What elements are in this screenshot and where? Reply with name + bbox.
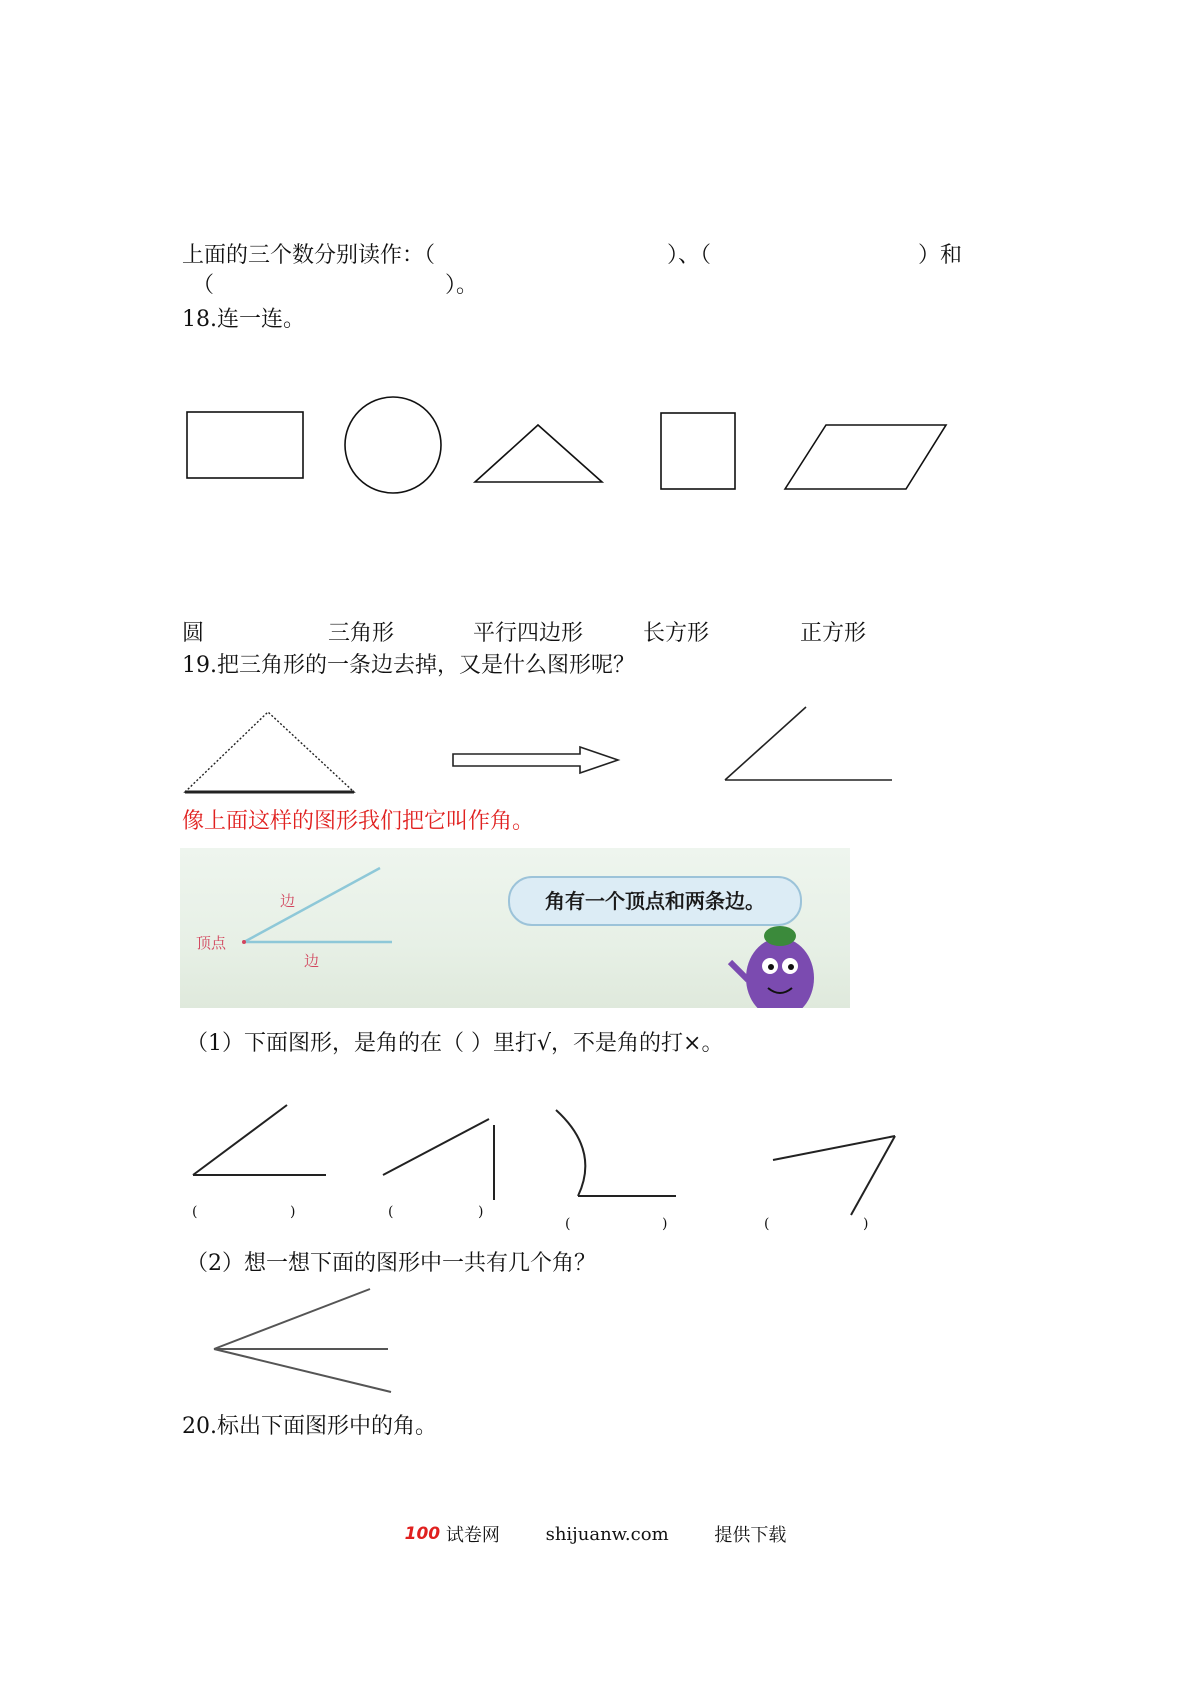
side-label-top: 边 [280,892,296,910]
parallelogram-shape [785,425,946,489]
figure-3 [556,1110,676,1196]
label-triangle: 三角形 [328,621,395,646]
eggplant-mascot-icon [720,916,840,1008]
paren-3-open: ( [565,1216,571,1232]
q19-triangle-to-angle [0,700,1191,800]
paren-2-close: ) [478,1204,484,1220]
site-tagline: 提供下载 [714,1525,787,1546]
q18-title: 18.连一连。 [182,307,305,332]
q19-part2-figure [0,1284,1191,1404]
q20-title: 20.标出下面图形中的角。 [182,1414,437,1439]
speech-bubble: 角有一个顶点和两条边。 [508,876,802,926]
paren-1-open: ( [192,1204,198,1220]
q17-line-2b [445,272,478,300]
q19-part1: （1）下面图形，是角的在（ ）里打√，不是角的打×。 [186,1031,724,1056]
q18-shapes [0,390,1191,510]
q17-line-1 [182,242,435,270]
angle-banner [180,848,850,1008]
q19-red-note: 像上面这样的图形我们把它叫作角。 [182,809,535,834]
q17-text-d: （ [192,273,215,298]
paren-3-close: ) [662,1216,668,1232]
q19-title: 19.把三角形的一条边去掉，又是什么图形呢？ [182,653,635,678]
figure-2 [383,1119,494,1200]
label-circle: 圆 [182,621,205,646]
rectangle-shape [187,412,303,478]
label-square: 正方形 [800,621,867,646]
square-shape [661,413,735,489]
label-parallelogram: 平行四边形 [473,621,584,646]
q17-line-1b [667,242,711,270]
q17-text-c: ）和 [918,243,963,268]
page-footer [0,1521,1191,1547]
site-name: 试卷网 [445,1525,500,1546]
q19-part1-figures [0,1100,1191,1240]
paren-2-open: ( [388,1204,394,1220]
q19-part2: （2）想一想下面的图形中一共有几个角？ [186,1251,596,1276]
angle-side-upper [725,707,806,780]
q17-text-e: ）。 [445,273,479,298]
circle-shape [345,397,441,493]
figure-4 [773,1136,895,1215]
q17-line-2a [192,272,214,300]
vertex-label: 顶点 [196,934,227,952]
q17-text-a: 上面的三个数分别读作：（ [182,243,436,268]
arrow-right-icon [453,747,618,773]
paren-4-open: ( [764,1216,770,1232]
site-logo: 100 [404,1524,441,1544]
triangle-shape [475,425,602,482]
dotted-triangle [185,712,354,792]
figure-1 [193,1105,326,1175]
q17-text-b: ）、（ [667,243,712,268]
paren-1-close: ) [290,1204,296,1220]
paren-4-close: ) [863,1216,869,1232]
label-rectangle: 长方形 [643,621,710,646]
site-domain[interactable]: shijuanw.com [545,1523,669,1545]
q17-line-1c [918,242,962,270]
side-label-bottom: 边 [304,952,320,970]
